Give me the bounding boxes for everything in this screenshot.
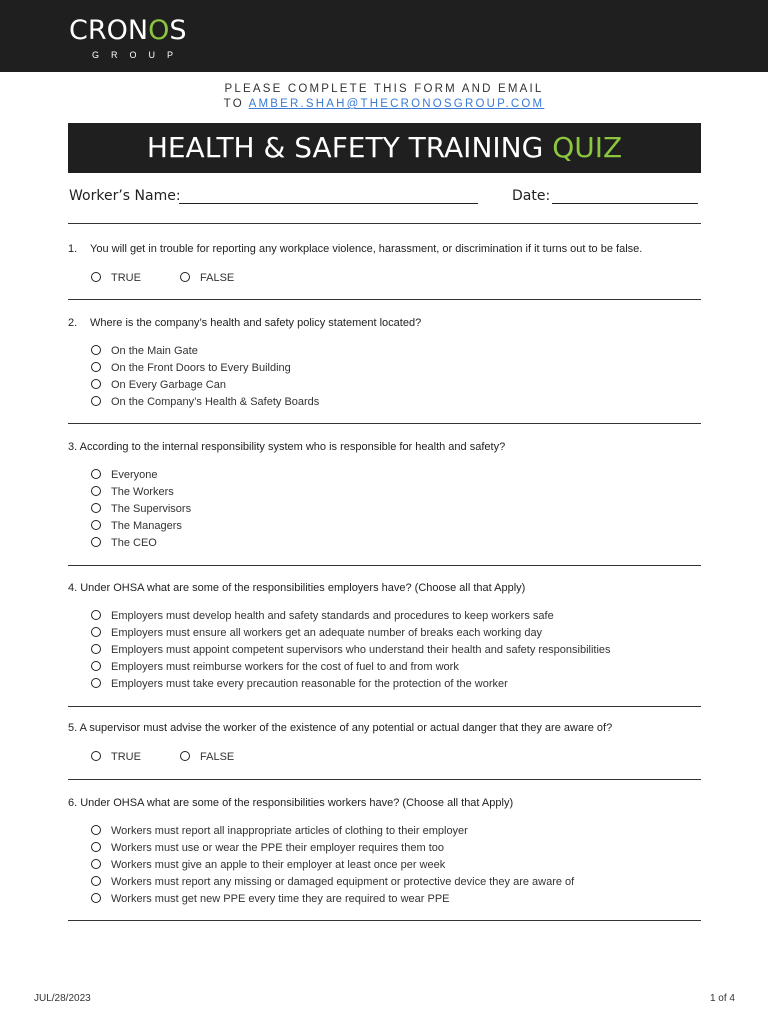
divider xyxy=(68,565,701,566)
answer-option-label: Workers must give an apple to their employer at least once per week xyxy=(111,859,446,871)
answer-option-label: Workers must get new PPE every time they are required to wear PPE xyxy=(111,893,450,905)
answer-option[interactable] xyxy=(91,608,554,624)
answer-option[interactable] xyxy=(180,270,234,286)
page-title: HEALTH & SAFETY TRAINING QUIZ xyxy=(68,123,701,173)
answer-option-label: On the Front Doors to Every Building xyxy=(111,362,291,374)
date-field[interactable] xyxy=(552,203,698,204)
answer-option-label: Everyone xyxy=(111,469,158,481)
answer-option-label: On Every Garbage Can xyxy=(111,379,226,391)
logo-wordmark: CRONOS xyxy=(69,15,187,46)
answer-option[interactable] xyxy=(91,749,141,765)
answer-option-label: Employers must develop health and safety standards and procedures to keep workers safe xyxy=(111,610,554,622)
answer-option-label: The Workers xyxy=(111,486,174,498)
radio-button-icon[interactable] xyxy=(91,627,101,637)
radio-button-icon[interactable] xyxy=(91,661,101,671)
logo-subtitle: GROUP xyxy=(92,50,186,60)
title-accent: QUIZ xyxy=(552,131,623,164)
answer-option-label: FALSE xyxy=(200,751,235,763)
divider xyxy=(68,299,701,300)
radio-button-icon[interactable] xyxy=(91,396,101,406)
answer-option-label: TRUE xyxy=(111,272,141,284)
question-text: Where is the company’s health and safety policy statement located? xyxy=(90,317,422,329)
answer-option-label: FALSE xyxy=(200,272,235,284)
radio-button-icon[interactable] xyxy=(91,610,101,620)
divider xyxy=(68,423,701,424)
answer-option-label: Workers must use or wear the PPE their employer requires them too xyxy=(111,842,444,854)
instructions-line-1: PLEASE COMPLETE THIS FORM AND EMAIL xyxy=(224,83,544,95)
answer-option-label: Workers must report any missing or damaged equipment or protective device they are aware of xyxy=(111,876,575,888)
answer-option-label: The CEO xyxy=(111,537,157,549)
answer-option[interactable] xyxy=(91,625,542,641)
answer-option[interactable] xyxy=(91,270,141,286)
radio-button-icon[interactable] xyxy=(91,678,101,688)
answer-option-label: TRUE xyxy=(111,751,141,763)
workers-name-field[interactable] xyxy=(179,203,478,204)
answer-option[interactable] xyxy=(91,467,157,483)
answer-option[interactable] xyxy=(91,840,444,856)
question-text: 4. Under OHSA what are some of the responsibilities employers have? (Choose all that Apply) xyxy=(68,582,526,594)
radio-button-icon[interactable] xyxy=(91,469,101,479)
question-5 xyxy=(68,722,612,734)
answer-option[interactable] xyxy=(91,676,508,692)
question-2 xyxy=(68,317,421,329)
answer-option[interactable] xyxy=(180,749,234,765)
email-link[interactable]: AMBER.SHAH@THECRONOSGROUP.COM xyxy=(248,98,545,110)
answer-option[interactable] xyxy=(91,377,226,393)
date-label: Date: xyxy=(512,188,551,204)
radio-button-icon[interactable] xyxy=(91,503,101,513)
radio-button-icon[interactable] xyxy=(91,859,101,869)
answer-option-label: On the Company’s Health & Safety Boards xyxy=(111,396,320,408)
answer-option-label: Employers must appoint competent supervisors who understand their health and safety responsibilities xyxy=(111,644,611,656)
divider xyxy=(68,223,701,224)
radio-button-icon[interactable] xyxy=(91,520,101,530)
radio-button-icon[interactable] xyxy=(91,825,101,835)
answer-option-label: The Managers xyxy=(111,520,182,532)
answer-option[interactable] xyxy=(91,535,157,551)
answer-option[interactable] xyxy=(91,360,291,376)
answer-option-label: On the Main Gate xyxy=(111,345,198,357)
radio-button-icon[interactable] xyxy=(180,272,190,282)
answer-option[interactable] xyxy=(91,343,198,359)
footer-page-number: 1 of 4 xyxy=(709,993,735,1004)
question-number: 2. xyxy=(68,317,78,329)
divider xyxy=(68,706,701,707)
header-bar xyxy=(0,0,768,72)
answer-option-label: Employers must ensure all workers get an adequate number of breaks each working day xyxy=(111,627,543,639)
answer-option[interactable] xyxy=(91,642,611,658)
answer-option-label: The Supervisors xyxy=(111,503,192,515)
instructions-line-2: TO AMBER.SHAH@THECRONOSGROUP.COM xyxy=(223,98,545,110)
question-6 xyxy=(68,797,513,809)
radio-button-icon[interactable] xyxy=(91,345,101,355)
answer-option[interactable] xyxy=(91,394,319,410)
question-text: 3. According to the internal responsibility system who is responsible for health and safety? xyxy=(68,441,506,453)
company-logo xyxy=(69,16,186,60)
question-number: 1. xyxy=(68,243,78,255)
radio-button-icon[interactable] xyxy=(91,876,101,886)
radio-button-icon[interactable] xyxy=(91,379,101,389)
radio-button-icon[interactable] xyxy=(91,486,101,496)
answer-option[interactable] xyxy=(91,518,182,534)
radio-button-icon[interactable] xyxy=(91,893,101,903)
divider xyxy=(68,779,701,780)
answer-option[interactable] xyxy=(91,484,174,500)
question-text: You will get in trouble for reporting any workplace violence, harassment, or discrimination if it turns out to be false. xyxy=(90,243,643,255)
answer-option-label: Employers must reimburse workers for the cost of fuel to and from work xyxy=(111,661,459,673)
answer-option-label: Employers must take every precaution reasonable for the protection of the worker xyxy=(111,678,508,690)
footer-date: JUL/28/2023 xyxy=(34,993,91,1004)
question-text: 5. A supervisor must advise the worker of the existence of any potential or actual danger that they are aware of? xyxy=(68,722,613,734)
radio-button-icon[interactable] xyxy=(91,644,101,654)
answer-option[interactable] xyxy=(91,857,445,873)
divider xyxy=(68,920,701,921)
question-3 xyxy=(68,441,505,453)
question-text: 6. Under OHSA what are some of the responsibilities workers have? (Choose all that Apply) xyxy=(68,797,514,809)
workers-name-label: Worker’s Name: xyxy=(69,188,181,204)
answer-option-label: Workers must report all inappropriate articles of clothing to their employer xyxy=(111,825,468,837)
question-1 xyxy=(68,243,642,255)
radio-button-icon[interactable] xyxy=(91,842,101,852)
radio-button-icon[interactable] xyxy=(91,362,101,372)
answer-option[interactable] xyxy=(91,659,459,675)
radio-button-icon[interactable] xyxy=(91,751,101,761)
radio-button-icon[interactable] xyxy=(91,272,101,282)
answer-option[interactable] xyxy=(91,874,574,890)
answer-option[interactable] xyxy=(91,501,191,517)
radio-button-icon[interactable] xyxy=(180,751,190,761)
question-4 xyxy=(68,582,525,594)
answer-option[interactable] xyxy=(91,823,468,839)
answer-option[interactable] xyxy=(91,891,450,907)
radio-button-icon[interactable] xyxy=(91,537,101,547)
